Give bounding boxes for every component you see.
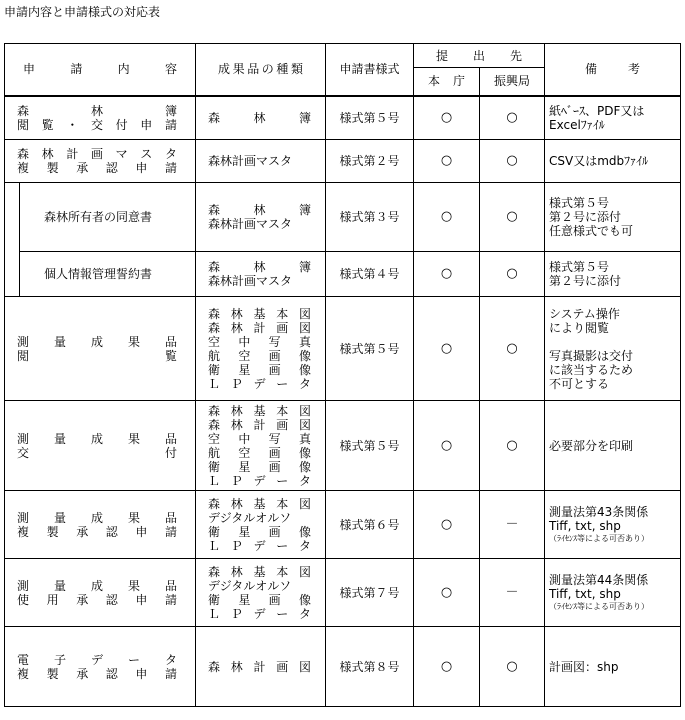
header-char: の [261,62,274,77]
page-title: 申請内容と申請様式の対応表 [4,5,161,19]
content-line: 複 製 承 認 申 請 [17,161,177,175]
product-line: 衛 星 画 像 [208,524,311,539]
product-line: 衛 星 画 像 [208,592,311,607]
correspondence-table [4,43,681,707]
remark-line: 紙ﾍﾞｰｽ、PDF又は [549,103,645,118]
header-char: 成 [218,62,231,77]
remark-line: 不可とする [549,376,610,391]
product-line: デジタルオルソ [208,578,292,593]
application-content [20,252,196,297]
branch-office-mark: ○ [480,183,545,252]
product-line: デジタルオルソ [208,510,292,525]
indent-cell [5,183,20,252]
product-line: 森 林 計 画 図 [208,417,311,432]
header-product-type [196,44,326,96]
form-number: 様式第５号 [326,96,414,140]
application-content [5,140,196,183]
header-submit-to [414,44,545,68]
header-char: 内 [117,62,130,77]
remark-line: 様式第５号 [549,260,610,274]
table-row [5,491,681,559]
product-line: 空 中 写 真 [208,431,311,446]
remark-line [549,335,680,349]
form-number: 様式第２号 [326,140,414,183]
content-line: 森 林 簿 [17,103,177,118]
header-char: 本 [428,74,441,89]
header-branch-office: 振興局 [480,68,545,96]
remark-note-small: （ﾗｲｾﾝｽ等による可否あり） [549,602,650,611]
header-char: 容 [164,62,177,77]
product-line: 森 林 基 本 図 [208,564,311,579]
product-line: 森 林 基 本 図 [208,306,311,321]
remark-line: 測量法第43条関係 [549,505,649,519]
product-type [196,297,326,401]
table-row [5,627,681,707]
product-type [196,140,326,183]
remark-line: CSV又はmdbﾌｧｲﾙ [549,154,649,168]
header-char: 類 [290,62,303,77]
product-line: 森 林 簿 [208,203,311,217]
table-row [5,183,681,252]
content-line: 測 量 成 果 品 [17,431,177,446]
product-line: Ｌ Ｐ デ ー タ [208,538,311,553]
remark-line: Excelﾌｧｲﾙ [549,117,605,132]
table-row [5,252,681,297]
remarks [545,140,681,183]
header-char: 請 [70,62,83,77]
application-content [5,559,196,627]
main-office-mark: ○ [414,627,480,707]
remarks [545,491,681,559]
table-row [5,559,681,627]
header-remarks [545,44,681,96]
product-line: 空 中 写 真 [208,334,311,349]
main-office-mark: ○ [414,297,480,401]
form-number: 様式第４号 [326,252,414,297]
remark-line: 第２号に添付 [549,210,622,224]
remarks [545,627,681,707]
header-char: 出 [473,48,486,63]
product-line: 航 空 画 像 [208,445,311,460]
remarks [545,559,681,627]
header-content [5,44,196,96]
content-line: 交 付 [17,445,177,460]
branch-office-mark: ○ [480,96,545,140]
remark-line: 計画図：shp [549,659,619,674]
application-content [5,491,196,559]
remark-line: 様式第５号 [549,196,610,210]
remark-line: 任意様式でも可 [549,224,634,238]
product-line: 森林計画マスタ [208,274,293,288]
content-line: 測 量 成 果 品 [17,578,177,593]
form-number: 様式第５号 [326,297,414,401]
remarks [545,252,681,297]
content-line: 電 子 デ ー タ [17,652,177,667]
product-type [196,491,326,559]
header-char: 申 [23,62,36,77]
product-line: 森 林 基 本 図 [208,496,311,511]
product-line: 航 空 画 像 [208,348,311,363]
content-line: 閲 覧 [17,348,177,363]
product-line: 衛 星 画 像 [208,362,311,377]
header-char: 庁 [452,74,465,89]
header-char: 提 [436,48,449,63]
product-type [196,96,326,140]
application-content [5,627,196,707]
remark-line: システム操作 [549,306,620,321]
indent-cell [5,252,20,297]
product-line: 森 林 簿 [208,260,311,274]
header-char: 品 [247,62,260,77]
remark-line: 必要部分を印刷 [549,438,634,453]
product-type [196,559,326,627]
product-line: 森 林 計 画 図 [208,320,311,335]
content-line: 複 製 承 認 申 請 [17,524,177,539]
product-line: Ｌ Ｐ デ ー タ [208,606,311,621]
form-number: 様式第３号 [326,183,414,252]
product-type [196,252,326,297]
remark-line: により閲覧 [549,320,610,335]
remarks [545,297,681,401]
main-office-mark: ○ [414,491,480,559]
form-number: 様式第８号 [326,627,414,707]
content-line: 個人情報管理誓約書 [44,267,153,281]
branch-office-mark: ○ [480,401,545,491]
content-line: 閲 覧 ・ 交 付 申 請 [17,117,177,132]
application-content [5,96,196,140]
product-line: Ｌ Ｐ デ ー タ [208,376,311,391]
remark-line: に該当するため [549,362,634,377]
remarks [545,96,681,140]
form-number: 様式第７号 [326,559,414,627]
application-content [20,183,196,252]
content-line: 森 林 計 画 マ ス タ [17,147,177,161]
header-char: 先 [510,48,523,63]
main-office-mark: ○ [414,183,480,252]
remark-line: 写真撮影は交付 [549,348,634,363]
header-char: 種 [276,62,289,77]
branch-office-mark: ○ [480,627,545,707]
main-office-mark: ○ [414,401,480,491]
product-line: 森林計画マスタ [208,154,293,168]
product-line: 森 林 簿 [208,110,311,125]
content-line: 測 量 成 果 品 [17,510,177,525]
header-form: 申請書様式 [326,44,414,96]
product-line: 森 林 基 本 図 [208,403,311,418]
branch-office-mark: ○ [480,252,545,297]
application-content [5,401,196,491]
header-main-office [414,68,480,96]
remarks [545,401,681,491]
remark-line: 第２号に添付 [549,274,622,288]
main-office-mark: ○ [414,559,480,627]
remarks [545,183,681,252]
branch-office-mark: － [480,491,545,559]
table-row [5,140,681,183]
content-line: 複 製 承 認 申 請 [17,666,177,681]
remark-line: 測量法第44条関係 [549,573,649,587]
form-number: 様式第５号 [326,401,414,491]
header-char: 果 [232,62,245,77]
application-content [5,297,196,401]
product-type [196,183,326,252]
main-office-mark: ○ [414,252,480,297]
header-char: 備 [585,62,598,77]
product-line: 森林計画マスタ [208,217,293,231]
product-line: Ｌ Ｐ デ ー タ [208,473,311,488]
remark-line: Tiff, txt, shp [549,587,621,601]
product-line: 衛 星 画 像 [208,459,311,474]
content-line: 使 用 承 認 申 請 [17,592,177,607]
branch-office-mark: － [480,559,545,627]
product-type [196,627,326,707]
product-line: 森 林 計 画 図 [208,659,311,674]
product-type [196,401,326,491]
branch-office-mark: ○ [480,140,545,183]
content-line: 森林所有者の同意書 [44,210,153,224]
table-row [5,401,681,491]
form-number: 様式第６号 [326,491,414,559]
main-office-mark: ○ [414,96,480,140]
remark-note-small: （ﾗｲｾﾝｽ等による可否あり） [549,534,650,543]
table-row [5,96,681,140]
header-char: 考 [628,62,641,77]
branch-office-mark: ○ [480,297,545,401]
content-line: 測 量 成 果 品 [17,334,177,349]
table-row [5,297,681,401]
main-office-mark: ○ [414,140,480,183]
remark-line: Tiff, txt, shp [549,519,621,533]
